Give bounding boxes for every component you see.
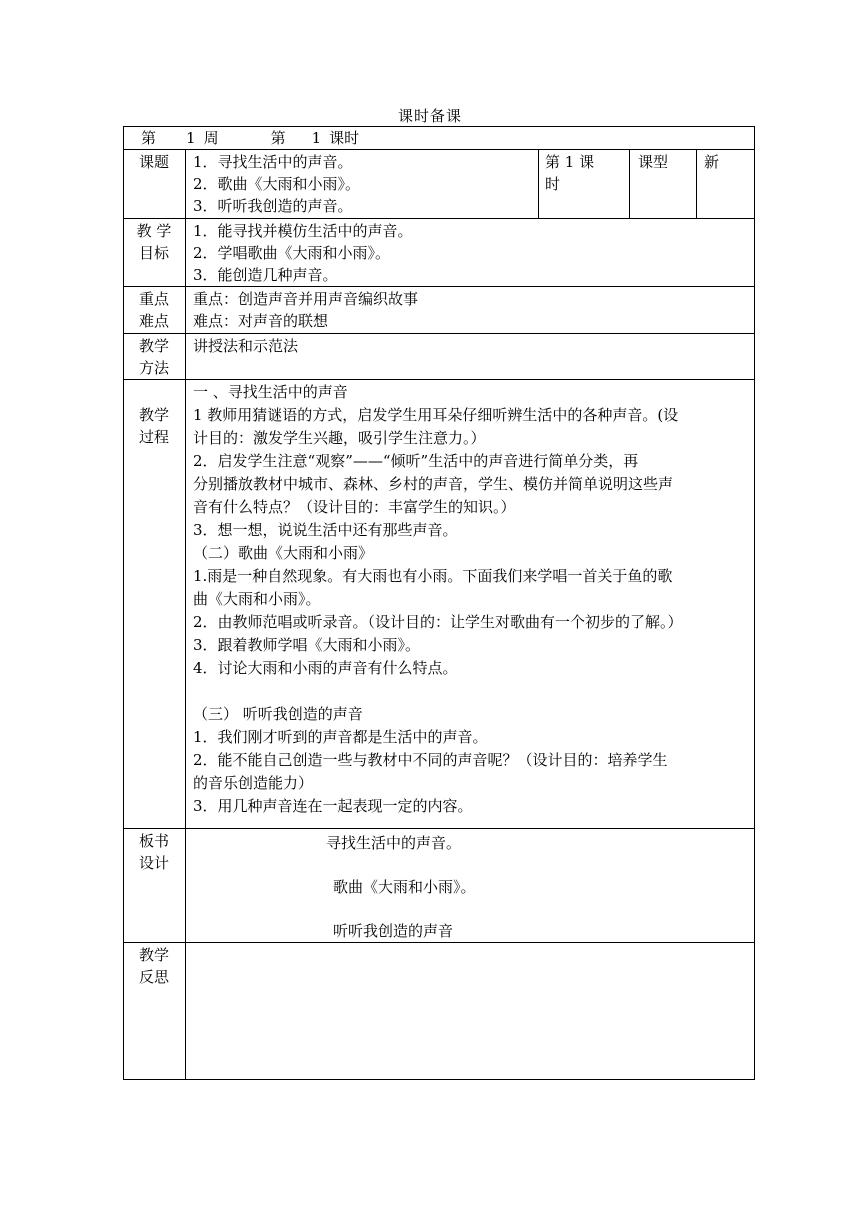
goal-item: 2．学唱歌曲《大雨和小雨》。	[193, 244, 391, 262]
reflection-label-line1: 教学	[138, 946, 169, 964]
row-divider-keypoints	[123, 333, 755, 334]
row-divider-board	[123, 942, 755, 943]
process-line: （三） 听听我创造的声音	[193, 705, 363, 723]
process-label-line1: 教学	[138, 406, 169, 424]
methods-label-line1: 教学	[138, 337, 169, 355]
process-label-line2: 过程	[138, 428, 169, 446]
topic-item: 1．寻找生活中的声音。	[193, 153, 353, 171]
reflection-content	[193, 944, 751, 1074]
process-line: 分别播放教材中城市、森林、乡村的声音，学生、模仿并简单说明这些声	[193, 475, 674, 493]
goals-label-line2: 目标	[138, 244, 169, 262]
reflection-label	[123, 944, 185, 988]
week-number: 1	[186, 129, 196, 147]
table-border-right	[754, 126, 755, 1080]
board-label-line2: 设计	[138, 854, 169, 872]
week-lesson-header	[141, 127, 359, 149]
topic-items	[193, 151, 533, 217]
label-column-divider	[185, 149, 186, 1080]
board-label-line1: 板书	[138, 832, 169, 850]
lesson-type-value: 新	[704, 153, 720, 171]
process-line: 4．讨论大雨和小雨的声音有什么特点。	[193, 659, 458, 677]
keypoints-label-line1: 重点	[138, 290, 169, 308]
process-line: 3．想一想，说说生活中还有那些声音。	[193, 521, 458, 539]
topic-item: 2．歌曲《大雨和小雨》。	[193, 175, 361, 193]
goal-item: 3．能创造几种声音。	[193, 266, 338, 284]
process-line: 2．启发学生注意“观察”——“倾听”生活中的声音进行简单分类，再	[193, 452, 639, 470]
process-line: 3．跟着教师学唱《大雨和小雨》。	[193, 636, 421, 654]
document-title: 课时备课	[397, 107, 462, 125]
row-divider-header	[123, 149, 755, 150]
key-point: 重点：创造声音并用声音编织故事	[193, 290, 419, 308]
row-divider-goals	[123, 286, 755, 287]
process-line: 曲《大雨和小雨》。	[193, 590, 321, 608]
row-divider-process	[123, 828, 755, 829]
process-line: （二）歌曲《大雨和小雨》	[193, 544, 374, 562]
week-prefix: 第	[141, 129, 157, 147]
week-suffix: 周	[203, 129, 219, 147]
lesson-number: 1	[311, 129, 322, 147]
board-line-1: 寻找生活中的声音。	[326, 834, 462, 852]
goal-item: 1．能寻找并模仿生活中的声音。	[193, 222, 413, 240]
row-divider-methods	[123, 379, 755, 380]
lesson-suffix: 课时	[329, 129, 360, 147]
difficult-point: 难点：对声音的联想	[193, 312, 329, 330]
process-line: 音有什么特点？（设计目的：丰富学生的知识。）	[193, 498, 516, 516]
process-line: 计目的：激发学生兴趣，吸引学生注意力。）	[193, 429, 486, 447]
process-line	[193, 680, 751, 703]
methods-label	[123, 335, 185, 379]
process-line: 3．用几种声音连在一起表现一定的内容。	[193, 797, 473, 815]
topic-item: 3．听听我创造的声音。	[193, 197, 353, 215]
goals-label	[123, 220, 185, 264]
process-line: 1 教师用猜谜语的方式，启发学生用耳朵仔细听辨生活中的各种声音。(设	[193, 406, 679, 424]
topic-label: 课题	[138, 153, 169, 171]
process-label	[123, 404, 185, 448]
process-line: 的音乐创造能力）	[193, 774, 314, 792]
lesson-plan-table	[123, 126, 755, 1080]
process-line: 一 、寻找生活中的声音	[193, 383, 348, 401]
process-line: 2．由教师范唱或听录音。（设计目的：让学生对歌曲有一个初步的了解。）	[193, 613, 683, 631]
process-content	[193, 381, 751, 818]
topic-divider-value	[696, 149, 697, 219]
goals-label-line1: 教 学	[136, 222, 172, 240]
process-line: 1．我们刚才听到的声音都是生活中的声音。	[193, 728, 488, 746]
topic-divider-type	[629, 149, 630, 219]
methods-text: 讲授法和示范法	[193, 337, 299, 355]
board-label	[123, 830, 185, 874]
process-line: 2．能不能自己创造一些与教材中不同的声音呢？（设计目的：培养学生	[193, 751, 668, 769]
board-line-2: 歌曲《大雨和小雨》。	[333, 878, 476, 896]
table-border-left	[123, 126, 124, 1080]
row-divider-topic	[123, 218, 755, 219]
lesson-prefix: 第	[270, 129, 286, 147]
class-hours-line1: 第 1 课	[545, 153, 595, 171]
lesson-type-label: 课型	[638, 153, 669, 171]
keypoints-content	[193, 288, 751, 332]
class-hours	[545, 151, 594, 195]
keypoints-label	[123, 288, 185, 332]
keypoints-label-line2: 难点	[138, 312, 169, 330]
methods-label-line2: 方法	[138, 359, 169, 377]
reflection-label-line2: 反思	[138, 968, 169, 986]
topic-divider-hours	[538, 149, 539, 219]
process-line: 1.雨是一种自然现象。有大雨也有小雨。下面我们来学唱一首关于鱼的歌	[193, 567, 673, 585]
goals-list	[193, 220, 751, 286]
board-line-3: 听听我创造的声音	[333, 922, 454, 940]
class-hours-line2: 时	[545, 175, 561, 193]
table-border-bottom	[123, 1079, 755, 1080]
